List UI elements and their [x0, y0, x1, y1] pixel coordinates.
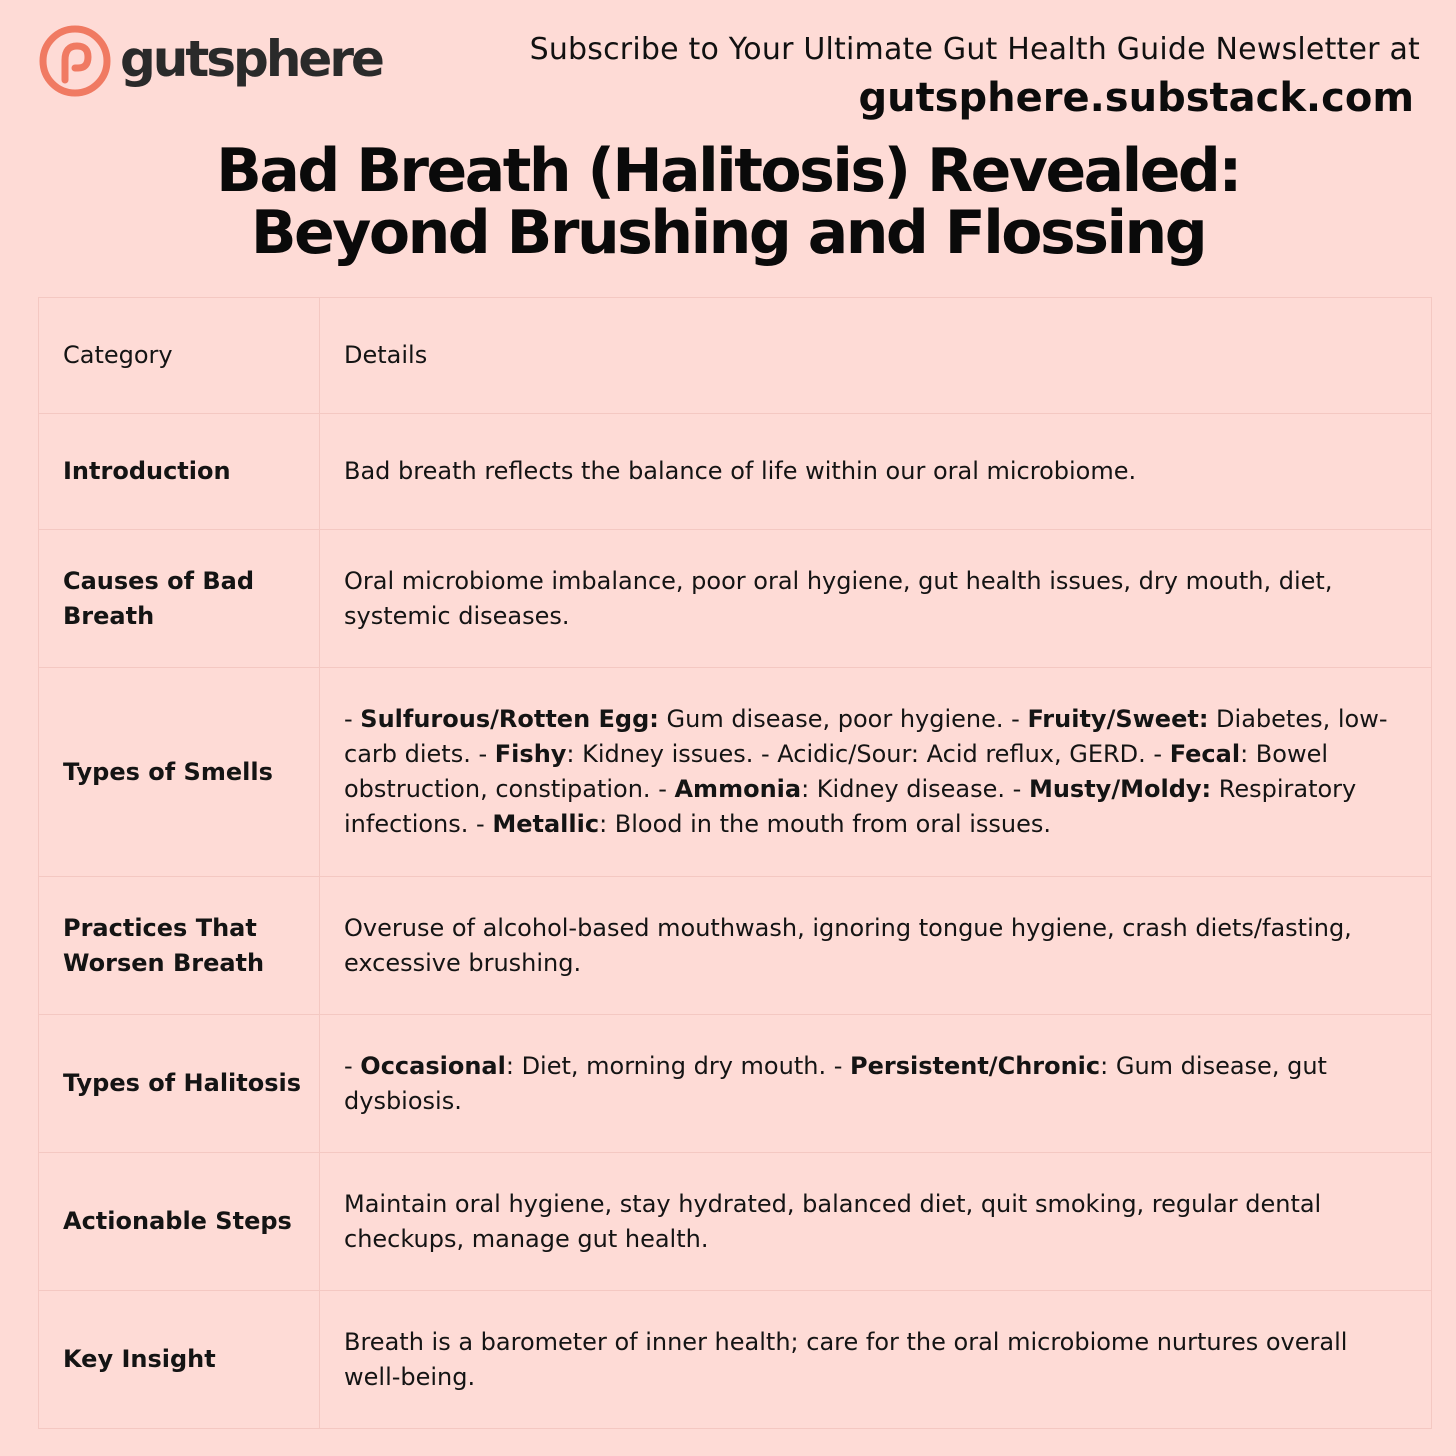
table-row: [39, 877, 1432, 1015]
row-category: Actionable Steps: [39, 1153, 320, 1291]
row-details: [320, 668, 1432, 877]
detail-term: Fishy: [494, 740, 567, 768]
gut-swirl-icon: [38, 24, 112, 98]
table-row: [39, 1015, 1432, 1153]
brand-logo[interactable]: [38, 24, 382, 98]
detail-text: : Blood in the mouth from oral issues.: [599, 810, 1052, 838]
page-title: [0, 136, 1456, 268]
detail-text: Respiratory infections.: [344, 775, 1357, 838]
detail-prefix: -: [658, 775, 675, 803]
detail-text: Diabetes, low-carb diets.: [344, 705, 1388, 768]
detail-term: Occasional: [360, 1051, 506, 1080]
row-category: Key Insight: [39, 1291, 320, 1429]
detail-prefix: -: [1012, 775, 1029, 803]
row-details: Bad breath reflects the balance of life within our oral microbiome.: [320, 414, 1432, 530]
table-row: [39, 1153, 1432, 1291]
table-row: [39, 1291, 1432, 1429]
row-category: Practices That Worsen Breath: [39, 877, 320, 1015]
detail-term: Fruity/Sweet:: [1027, 705, 1209, 733]
detail-prefix: -: [833, 1051, 850, 1080]
row-category: Causes of Bad Breath: [39, 530, 320, 668]
row-details: [320, 1015, 1432, 1153]
detail-term: Metallic: [492, 810, 600, 838]
row-details: Oral microbiome imbalance, poor oral hygiene, gut health issues, dry mouth, diet, systemic diseases.: [320, 530, 1432, 668]
table-row: [39, 414, 1432, 530]
row-details: Overuse of alcohol-based mouthwash, ignoring tongue hygiene, crash diets/fasting, excessive brushing.: [320, 877, 1432, 1015]
column-header-category: Category: [39, 298, 320, 414]
row-category: Types of Smells: [39, 668, 320, 877]
detail-prefix: -: [1153, 740, 1170, 768]
header: [0, 0, 1456, 130]
detail-term: Musty/Moldy:: [1028, 775, 1212, 803]
brand-name: gutsphere: [120, 30, 382, 88]
row-details: Breath is a barometer of inner health; care for the oral microbiome nurtures overall well-being.: [320, 1291, 1432, 1429]
subscribe-url-link[interactable]: gutsphere.substack.com: [858, 75, 1414, 121]
detail-text: : Kidney issues. - Acidic/Sour: Acid reflux, GERD.: [566, 740, 1154, 768]
row-details: Maintain oral hygiene, stay hydrated, balanced diet, quit smoking, regular dental checkups, manage gut health.: [320, 1153, 1432, 1291]
halitosis-table: [38, 297, 1432, 1429]
table-row: [39, 668, 1432, 877]
detail-term: Persistent/Chronic: [850, 1051, 1101, 1080]
detail-prefix: -: [344, 1051, 361, 1080]
detail-prefix: -: [1011, 705, 1028, 733]
page-title-line-2: Beyond Brushing and Flossing: [250, 198, 1206, 268]
detail-term: Sulfurous/Rotten Egg:: [360, 705, 659, 733]
subscribe-banner: [530, 30, 1420, 124]
table-row: [39, 530, 1432, 668]
detail-term: Ammonia: [674, 775, 802, 803]
detail-text: : Gum disease, gut dysbiosis.: [344, 1051, 1327, 1115]
table-header-row: [39, 298, 1432, 414]
detail-text: : Kidney disease.: [801, 775, 1013, 803]
detail-prefix: -: [478, 740, 495, 768]
detail-prefix: -: [344, 705, 361, 733]
row-category: Introduction: [39, 414, 320, 530]
detail-prefix: -: [476, 810, 493, 838]
subscribe-text: Subscribe to Your Ultimate Gut Health Guide Newsletter at: [529, 32, 1420, 67]
detail-text: : Bowel obstruction, constipation.: [344, 740, 1329, 803]
detail-term: Fecal: [1169, 740, 1241, 768]
detail-text: Gum disease, poor hygiene.: [658, 705, 1012, 733]
column-header-details: Details: [320, 298, 1432, 414]
page-title-line-1: Bad Breath (Halitosis) Revealed:: [216, 136, 1240, 206]
row-category: Types of Halitosis: [39, 1015, 320, 1153]
detail-text: : Diet, morning dry mouth.: [505, 1051, 834, 1080]
